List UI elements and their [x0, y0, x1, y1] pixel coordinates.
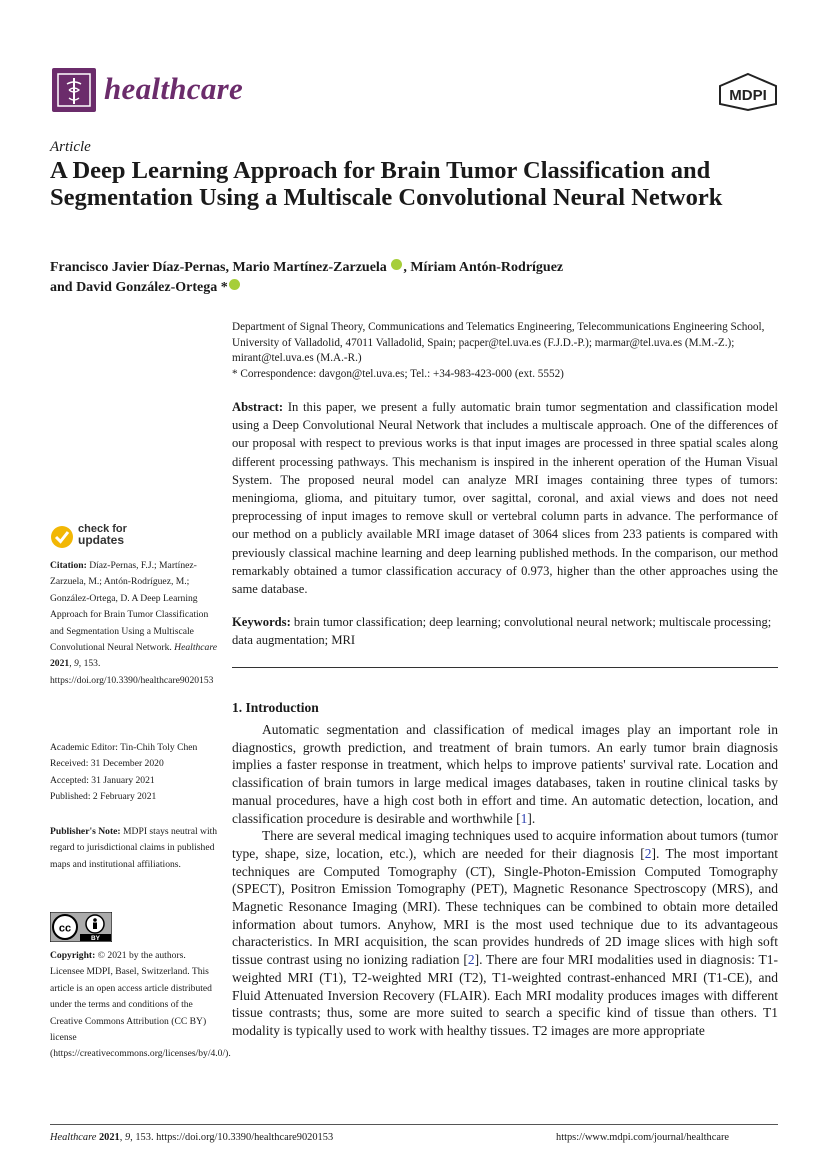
received-date: Received: 31 December 2020	[50, 758, 164, 770]
accepted-date: Accepted: 31 January 2021	[50, 774, 155, 786]
introduction-body	[232, 721, 778, 1040]
citation-year: 2021	[50, 658, 70, 670]
authors-line2: and David González-Ortega *	[50, 280, 228, 295]
keywords-label: Keywords:	[232, 615, 291, 629]
paragraph: There are several medical imaging techniques used to acquire information about tumors (tumor type, shape, size, location, etc.), which are needed for their diagnosis [2]. The most important techniques are Computed Tomography (CT), Single-Photon-Emission Computed Tomography (SPECT), Positron Emission Tomography (PET), Magnetic Resonance Spectroscopy (MRS), and Magnetic Resonance Imaging (MRI). These techniques can be combined to obtain more detailed information about tumors. Anyhow, MRI is the most used technique due to its advantageous characteristics. In MRI acquisition, the scan provides hundreds of 2D image slices with high soft tissue contrast using no ionizing radiation [2]. There are four MRI modalities used in diagnosis: T1-weighted MRI (T1), T2-weighted MRI (T2), T1-weighted contrast-enhanced MRI (T1-CE), and Fluid Attenuated Inversion Recovery (FLAIR). Each MRI modality produces images with different tissue contrasts; thus, some are more suited to search a specific kind of tissue than others. T1 modality is typically used to work with healthy tissues. T2 images are more appropriate	[232, 828, 778, 1038]
citation-label: Citation:	[50, 560, 87, 571]
orcid-icon[interactable]	[229, 279, 240, 290]
journal-logo-icon	[52, 68, 96, 112]
journal-name: healthcare	[104, 71, 244, 106]
article-title: A Deep Learning Approach for Brain Tumor Classification and Segmentation Using a Multiscale Convolutional Neural Network	[50, 157, 723, 211]
orcid-icon[interactable]	[391, 259, 402, 270]
paragraph: Automatic segmentation and classification of medical images play an important role in diagnostics, growth prediction, and treatment of brain tumors. An early tumor brain diagnosis implies a faster response in treatment, which helps to improve patients' survival rate. Location and classification of brain tumors in large medical images databases, taken in routine clinical tasks by manual procedures, have a high cost both in effort and time. An automatic detection, location, and classification procedure is desirable and worthwhile [1].	[232, 722, 778, 826]
publisher-note	[50, 824, 218, 873]
cc-by-license-icon[interactable]	[50, 912, 112, 942]
by-label: BY	[90, 935, 101, 942]
author-list	[50, 258, 770, 298]
check-for-updates-icon	[50, 523, 74, 551]
abstract-text: In this paper, we present a fully automatic brain tumor segmentation and classification model using a Deep Convolutional Neural Network that includes a multiscale approach. One of the differences of our proposal with respect to previous works is that input images are processed in three spatial scales along different processing pathways. This mechanism is inspired in the inherent operation of the Human Visual System. The proposed neural model can analyze MRI images containing three types of tumors: meningioma, glioma, and pituitary tumor, over sagittal, coronal, and axial views and does not need preprocessing of input images to remove skull or vertebral column parts in advance. The performance of our method on a publicly available MRI image dataset of 3064 slices from 233 patients is compared with previously classical machine learning and deep learning published methods. In the comparison, our method remarkably obtained a tumor classification accuracy of 0.973, higher than the other approaches using the same database.	[232, 400, 778, 597]
footer-divider	[50, 1124, 778, 1125]
publisher-note-label: Publisher's Note:	[50, 826, 121, 837]
citation-journal: Healthcare	[174, 642, 217, 654]
correspondence: * Correspondence: davgon@tel.uva.es; Tel.: +34-983-423-000 (ext. 5552)	[232, 367, 564, 380]
abstract-label: Abstract:	[232, 400, 284, 414]
citation-volume: 9	[73, 658, 79, 670]
mdpi-logo-text: MDPI	[729, 87, 767, 104]
citation-text: Díaz-Pernas, F.J.; Martínez-Zarzuela, M.; Antón-Rodríguez, M.; González-Ortega, D. A Deep Learning Approach for Brain Tumor Classification and Segmentation Using a Multiscale Convolutional Neural Network.	[50, 560, 209, 654]
citation-link[interactable]: 1	[520, 810, 528, 826]
citation-block: Citation: Díaz-Pernas, F.J.; Martínez-Zarzuela, M.; Antón-Rodríguez, M.; González-Ortega, D. A Deep Learning Approach for Brain Tumor Classification and Segmentation Using a Multiscale Convolutional Neural Network. Healthcare 2021, 9, 153. https://doi.org/10.3390/healthcare9020153	[50, 560, 217, 686]
published-date: Published: 2 February 2021	[50, 791, 157, 803]
cc-label: cc	[58, 922, 72, 935]
publisher-note-text: MDPI stays neutral with regard to jurisdictional claims in published maps and institutional affiliations.	[50, 826, 218, 870]
section-title: 1. Introduction	[232, 700, 319, 715]
affiliation-text: Department of Signal Theory, Communications and Telematics Engineering, Telecommunications Engineering School, University of Valladolid, 47011 Valladolid, Spain; pacper@tel.uva.es (F.J.D.-P.); marmar@tel.uva.es (M.M.-Z.); mirant@tel.uva.es (M.A.-R.)	[232, 321, 765, 364]
academic-editor: Academic Editor: Tin-Chih Toly Chen	[50, 742, 198, 753]
abstract	[232, 398, 778, 598]
mdpi-logo	[716, 72, 780, 112]
footer-journal-url[interactable]: https://www.mdpi.com/journal/healthcare	[556, 1132, 730, 1143]
citation-link[interactable]: 2	[467, 952, 475, 968]
authors-line1-b: , Míriam Antón-Rodríguez	[403, 260, 564, 275]
citation-link[interactable]: 2	[644, 845, 652, 861]
dates-block	[50, 740, 218, 806]
copyright-text: © 2021 by the authors. Licensee MDPI, Basel, Switzerland. This article is an open access article distributed under the terms and conditions of the Creative Commons Attribution (CC BY) license (https://creativecommons.org/licenses/by/4.0/).	[50, 950, 231, 1060]
affiliation	[232, 320, 782, 382]
keywords	[232, 613, 778, 649]
section-divider	[232, 667, 778, 668]
authors-line1-a: Francisco Javier Díaz-Pernas, Mario Martínez-Zarzuela	[50, 260, 387, 275]
footer-citation: Healthcare 2021, 9, 153. https://doi.org/10.3390/healthcare9020153	[50, 1132, 334, 1143]
copyright-block	[50, 948, 231, 1063]
copyright-label: Copyright:	[50, 950, 96, 961]
check-for-updates-label[interactable]: check for updates	[78, 523, 127, 547]
keywords-text: brain tumor classification; deep learning; convolutional neural network; multiscale processing; data augmentation; MRI	[232, 615, 772, 648]
check-for-updates-button[interactable]	[50, 523, 210, 551]
article-type: Article	[50, 139, 91, 155]
citation-doi: , 153. https://doi.org/10.3390/healthcare9020153	[50, 658, 214, 686]
